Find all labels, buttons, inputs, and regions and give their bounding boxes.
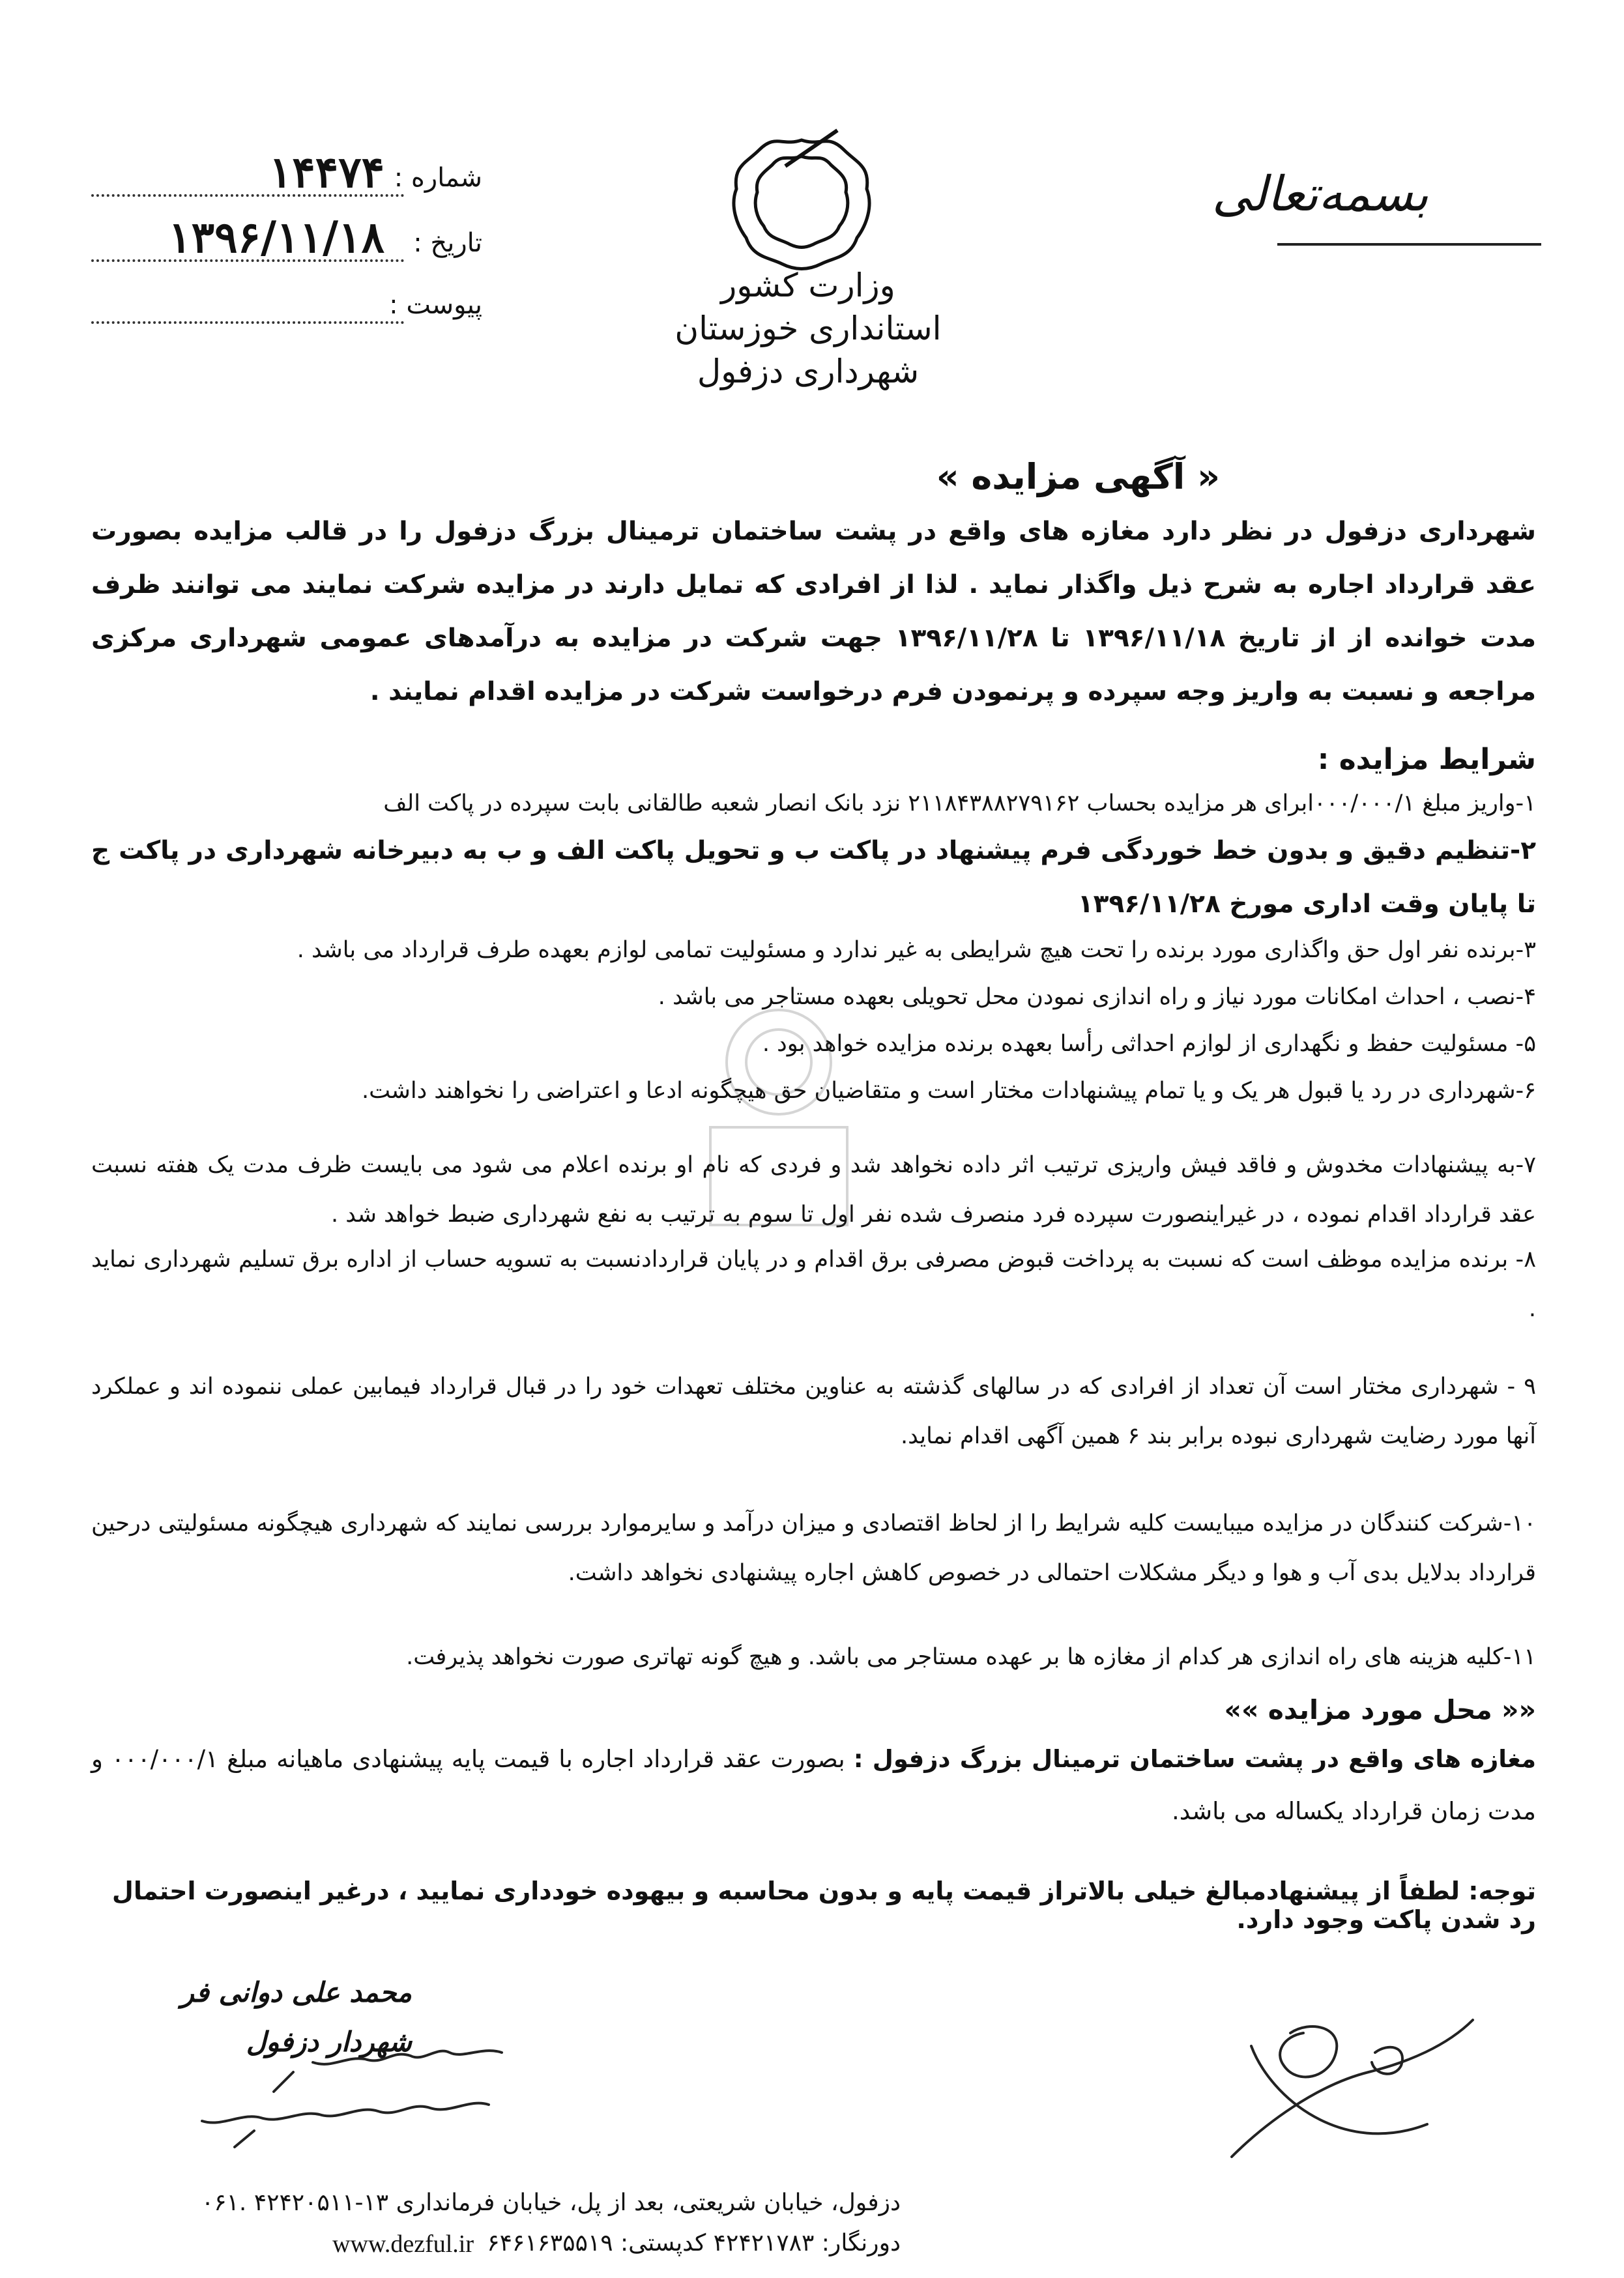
condition-item-10: ۱۰-شرکت کنندگان در مزایده میبایست کلیه شرایط را از لحاظ اقتصادی و میزان درآمد و سایرموارد بررسی نمایند که شهرداری هیچگونه مسئولیتی درحین قرارداد بدلایل بدی آب و هوا و دیگر مشکلات احتمالی در خصوص کاهش اجاره پیشنهادی نخواهد داشت. bbox=[91, 1510, 1536, 1586]
number-value: ۱۴۴۷۴ bbox=[268, 147, 384, 197]
dotted-line bbox=[91, 194, 404, 197]
condition-item-2: ۲-تنظیم دقیق و بدون خط خوردگی فرم پیشنهاد در پاکت ب و تحویل پاکت الف و ب به دبیرخانه شهرداری در پاکت ج تا پایان وقت اداری مورخ ۱۳۹۶/۱۱/۲۸ bbox=[91, 836, 1536, 919]
attachment-label: پیوست : bbox=[389, 290, 482, 320]
letter-date bbox=[91, 212, 482, 267]
condition-item-7: ۷-به پیشنهادات مخدوش و فاقد فیش واریزی ترتیب اثر داده نخواهد شد و فردی که نام او برنده اعلام می شود می بایست ظرف مدت یک هفته نسبت عقد قرارداد اقدام نموده ، در غیراینصورت سپرده فرد منصرف شده نفر اول تا سوم به ترتیب به نفع شهرداری ضبط خواهد شد . bbox=[91, 1152, 1536, 1228]
ministry-line-3: شهرداری دزفول bbox=[697, 353, 920, 390]
municipality-emblem-icon bbox=[723, 127, 880, 277]
footer-website-link[interactable]: www.dezful.ir bbox=[332, 2230, 474, 2258]
besmellah: بسمه‌تعالی bbox=[1211, 166, 1428, 222]
footer-fax-postal: دورنگار: ۴۲۴۲۱۷۸۳ کدپستی: ۶۴۶۱۶۳۵۵۱۹ bbox=[487, 2230, 901, 2256]
place-bold: مغازه های واقع در پشت ساختمان ترمینال بزرگ دزفول : bbox=[853, 1745, 1536, 1773]
condition-item-1: ۱-واریز مبلغ ۰۰۰/۰۰۰/۱ابرای هر مزایده بحساب ۲۱۱۸۴۳۸۸۲۷۹۱۶۲ نزد بانک انصار شعبه طالقانی بابت سپرده در پاکت الف bbox=[383, 790, 1536, 816]
footer-address: دزفول، خیابان شریعتی، بعد از پل، خیابان فرمانداری ۱۳-۴۲۴۲۰۵۱۱ .۰۶۱ bbox=[201, 2189, 901, 2216]
condition-item-9: ۹ - شهرداری مختار است آن تعداد از افرادی که در سالهای گذشته به عناوین مختلف تعهدات خود را در قبال قرارداد فیمابین عملی ننموده اند و عملکرد آنها مورد رضایت شهرداری نبوده برابر بند ۶ همین آگهی اقدام نماید. bbox=[91, 1374, 1536, 1449]
place-text: بصورت عقد قرارداد اجاره با قیمت پایه پیشنهادی ماهیانه مبلغ ۰۰۰/۰۰۰/۱ و مدت زمان قرارداد یکساله می باشد. bbox=[91, 1745, 1536, 1825]
dotted-line bbox=[91, 259, 404, 262]
besmellah-underline bbox=[1274, 231, 1548, 257]
date-label: تاریخ : bbox=[413, 228, 482, 258]
place-description bbox=[91, 1733, 1536, 1838]
condition-item-11: ۱۱-کلیه هزینه های راه اندازی هر کدام از مغازه ها بر عهده مستاجر می باشد. و هیچ گونه تهاتری صورت نخواهد پذیرفت. bbox=[406, 1644, 1536, 1670]
signer-title: شهردار دزفول bbox=[246, 2026, 412, 2058]
number-label: شماره : bbox=[394, 163, 482, 193]
notice-title: « آگهی مزایده » bbox=[936, 456, 1220, 497]
letter-number bbox=[91, 147, 482, 202]
handwritten-annotation bbox=[176, 2033, 515, 2157]
signer-name: محمد علی دوانی فر bbox=[181, 1976, 412, 2008]
footer bbox=[85, 2189, 1539, 2268]
condition-item-4: ۴-نصب ، احداث امکانات مورد نیاز و راه اندازی نمودن محل تحویلی بعهده مستاجر می باشد . bbox=[658, 984, 1536, 1010]
place-title: «« محل مورد مزایده »» bbox=[1224, 1694, 1536, 1725]
ministry-line-1: وزارت کشور bbox=[721, 267, 895, 304]
ministry-header bbox=[671, 264, 945, 393]
conditions-title: شرایط مزایده : bbox=[1317, 743, 1536, 776]
ministry-line-2: استانداری خوزستان bbox=[674, 310, 942, 347]
condition-item-6: ۶-شهرداری در رد یا قبول هر یک و یا تمام پیشنهادات مختار است و متقاضیان حق هیچگونه ادعا و اعتراضی را نخواهند داشت. bbox=[362, 1078, 1536, 1104]
condition-item-8: ۸- برنده مزایده موظف است که نسبت به پرداخت قبوض مصرفی برق اقدام و در پایان قراردادنسبت به تسویه حساب از اداره برق تسلیم شهرداری نماید . bbox=[91, 1247, 1536, 1322]
notice-note: توجه: لطفاً از پیشنهادمبالغ خیلی بالاتراز قیمت پایه و بدون محاسبه و بیهوده خودداری نمایید ، درغیر اینصورت احتمال رد شدن پاکت وجود دارد. bbox=[111, 1877, 1536, 1934]
mayor-signature bbox=[1212, 2007, 1486, 2183]
notice-intro: شهرداری دزفول در نظر دارد مغازه های واقع در پشت ساختمان ترمینال بزرگ دزفول را در قالب مزایده بصورت عقد قرارداد اجاره به شرح ذیل واگذار نماید . لذا از افرادی که تمایل دارند در مزایده شرکت نمایند می توانند ظرف مدت خوانده از از تاریخ ۱۳۹۶/۱۱/۱۸ تا ۱۳۹۶/۱۱/۲۸ جهت شرکت در مزایده به درآمدهای عمومی شهرداری مرکزی مراجعه و نسبت به واریز وجه سپرده و پرنمودن فرم درخواست شرکت در مزایده اقدام نمایند . bbox=[91, 517, 1536, 706]
dotted-line bbox=[91, 321, 404, 324]
condition-item-5: ۵- مسئولیت حفظ و نگهداری از لوازم احداثی رأسا بعهده برنده مزایده خواهد بود . bbox=[762, 1031, 1536, 1057]
letter-attachment bbox=[91, 290, 482, 329]
faded-stamp bbox=[691, 997, 867, 1245]
condition-item-3: ۳-برنده نفر اول حق واگذاری مورد برنده را تحت هیچ شرایطی به غیر ندارد و مسئولیت تمامی لوازم بعهده طرف قرارداد می باشد . bbox=[297, 937, 1536, 963]
date-value: ۱۳۹۶/۱۱/۱۸ bbox=[168, 212, 384, 263]
